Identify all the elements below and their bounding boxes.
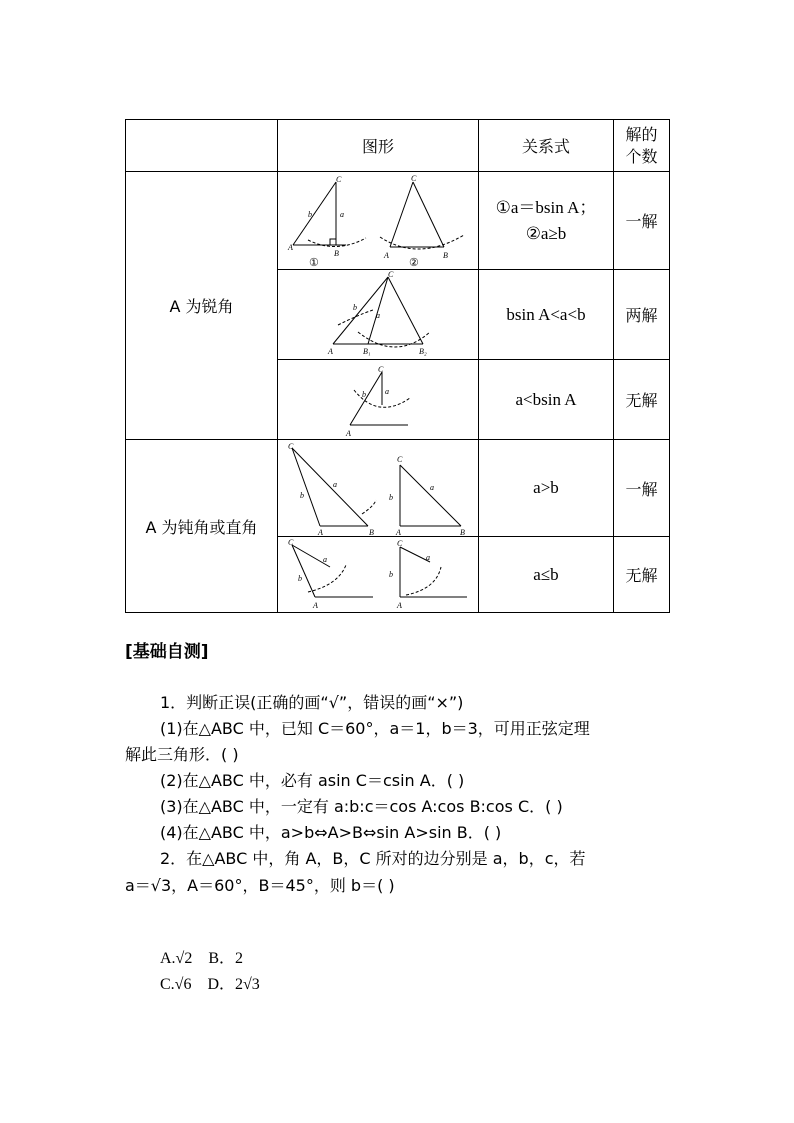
svg-text:C: C <box>378 365 384 374</box>
relation-cell: a<bsin A <box>479 360 614 440</box>
figure-acute-one-solution <box>278 172 479 269</box>
group-label-acute: A 为锐角 <box>126 172 278 440</box>
svg-text:a: a <box>426 553 430 562</box>
question-1-stem: 1．判断正误(正确的画“√”，错误的画“×”) <box>160 693 464 712</box>
figure-obtuse-one-solution <box>278 440 479 536</box>
count-cell: 无解 <box>614 360 670 440</box>
svg-text:A: A <box>328 347 333 356</box>
svg-text:a: a <box>333 480 337 489</box>
section-title: [基础自测] <box>125 642 209 662</box>
svg-text:②: ② <box>409 257 419 269</box>
svg-text:B: B <box>369 528 374 536</box>
svg-text:a: a <box>323 555 327 564</box>
header-count: 解的个数 <box>614 120 670 172</box>
svg-text:b: b <box>308 210 312 219</box>
svg-text:b: b <box>300 491 304 500</box>
figure-cell <box>278 537 479 613</box>
svg-text:B: B <box>460 528 465 536</box>
figure-acute-no-solution <box>278 360 479 439</box>
svg-text:A: A <box>313 601 318 610</box>
relation-cell: bsin A<a<b <box>479 270 614 360</box>
header-figure: 图形 <box>278 120 479 172</box>
svg-text:C: C <box>336 175 342 184</box>
svg-text:b: b <box>298 574 302 583</box>
figure-cell <box>278 360 479 440</box>
svg-text:C: C <box>411 174 417 183</box>
svg-text:C: C <box>288 538 294 547</box>
svg-text:B₁: B₁ <box>363 347 371 356</box>
svg-text:b: b <box>389 493 393 502</box>
count-cell: 两解 <box>614 270 670 360</box>
svg-text:A: A <box>396 528 401 536</box>
figure-cell <box>278 440 479 537</box>
svg-text:A: A <box>318 528 323 536</box>
question-2-stem: 2．在△ABC 中，角 A，B，C 所对的边分别是 a，b，c，若 <box>160 849 586 868</box>
question-1-item-1: (1)在△ABC 中，已知 C＝60°，a＝1，b＝3，可用正弦定理 <box>160 719 590 738</box>
group-label-obtuse: A 为钝角或直角 <box>126 440 278 613</box>
relation-cell: a>b <box>479 440 614 537</box>
question-1-item-4: (4)在△ABC 中，a>b⇔A>B⇔sin A>sin B．( ) <box>160 823 502 842</box>
svg-text:a: a <box>385 387 389 396</box>
table-row <box>126 440 670 537</box>
svg-text:b: b <box>353 303 357 312</box>
svg-text:A: A <box>288 243 293 252</box>
question-2-stem-cont: a＝√3，A＝60°，B＝45°，则 b＝( ) <box>125 876 395 895</box>
svg-text:C: C <box>397 455 403 464</box>
header-blank <box>126 120 278 172</box>
svg-text:a: a <box>340 210 344 219</box>
table-row <box>126 172 670 270</box>
svg-text:A: A <box>397 601 402 610</box>
question-2-options-cd: C.√6 D．2√3 <box>160 976 260 993</box>
svg-text:b: b <box>389 570 393 579</box>
figure-acute-two-solutions <box>278 270 479 359</box>
svg-text:a: a <box>430 483 434 492</box>
svg-text:C: C <box>388 270 394 279</box>
svg-text:B: B <box>334 249 339 258</box>
count-cell: 无解 <box>614 537 670 613</box>
svg-text:A: A <box>384 251 389 260</box>
svg-text:A: A <box>346 429 351 438</box>
svg-text:C: C <box>397 539 403 548</box>
triangle-solutions-table <box>125 119 670 613</box>
svg-text:B₂: B₂ <box>419 347 427 356</box>
svg-text:①: ① <box>309 257 319 269</box>
svg-text:B: B <box>443 251 448 260</box>
svg-text:C: C <box>288 442 294 451</box>
relation-cell: a≤b <box>479 537 614 613</box>
question-1-item-3: (3)在△ABC 中，一定有 a:b:c＝cos A:cos B:cos C．( ) <box>160 797 563 816</box>
relation-cell: ①a＝bsin A； ②a≥b <box>479 172 614 270</box>
svg-text:a: a <box>376 311 380 320</box>
question-2-options-ab: A.√2 B．2 <box>160 950 244 967</box>
count-cell: 一解 <box>614 440 670 537</box>
question-1-item-1-cont: 解此三角形．( ) <box>125 745 239 764</box>
count-cell: 一解 <box>614 172 670 270</box>
table-header-row <box>126 120 670 172</box>
svg-text:b: b <box>362 390 366 399</box>
figure-obtuse-no-solution <box>278 537 479 612</box>
question-1-item-2: (2)在△ABC 中，必有 asin C＝csin A．( ) <box>160 771 465 790</box>
figure-cell <box>278 172 479 270</box>
header-relation: 关系式 <box>479 120 614 172</box>
figure-cell <box>278 270 479 360</box>
